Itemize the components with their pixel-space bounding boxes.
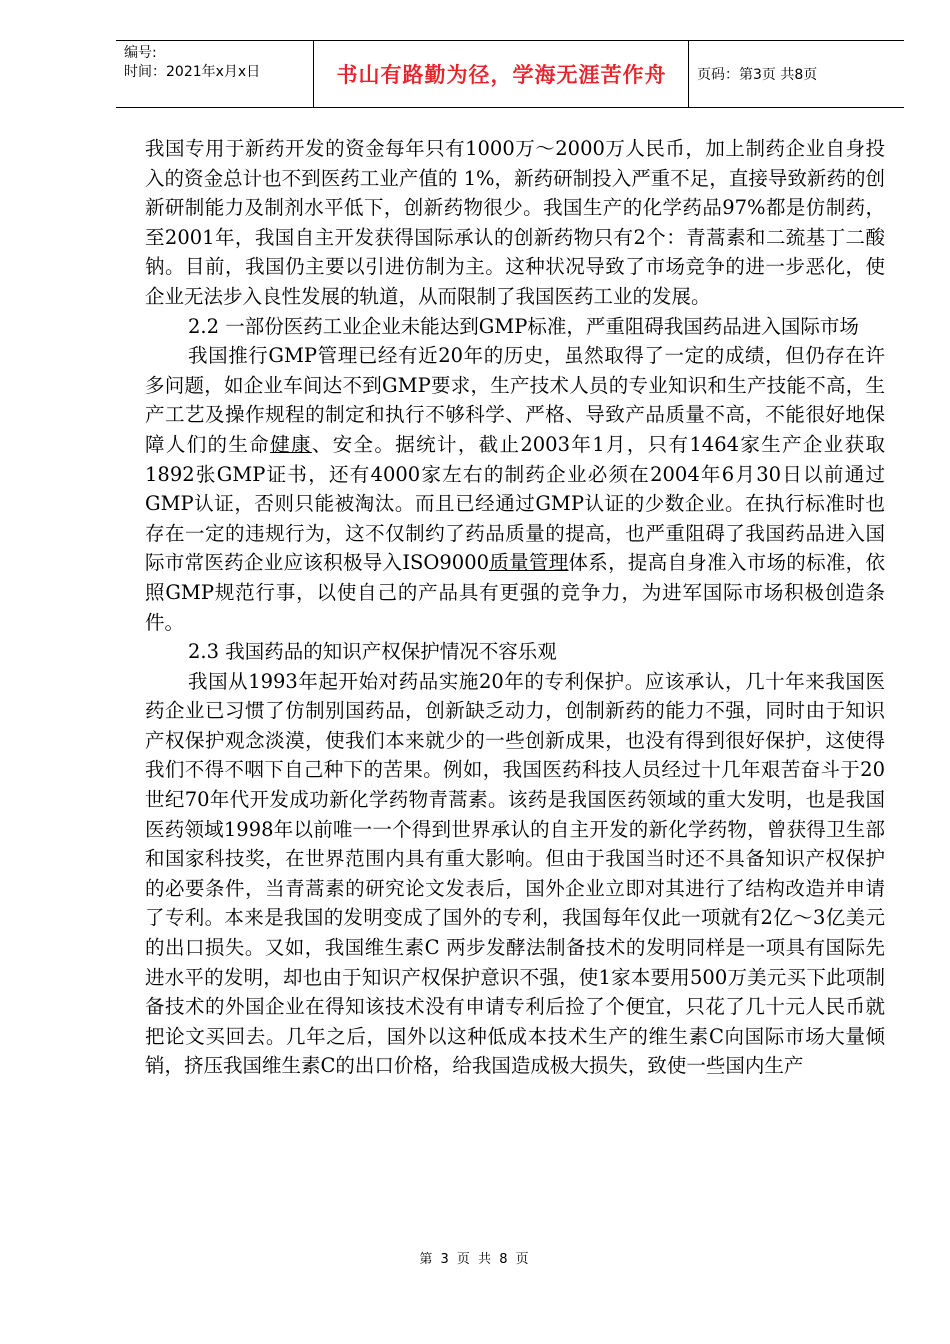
page-footer: 第 3 页 共 8 页 xyxy=(419,1252,531,1267)
section-heading-2-3: 2.3 我国药品的知识产权保护情况不容乐观 xyxy=(188,640,557,664)
document-body xyxy=(145,134,885,1081)
paragraph-ip-protection: 我国从1993年起开始对药品实施20年的专利保护。应该承认，几十年来我国医药企业已习惯了仿制别国药品，创新缺乏动力，创制新药的能力不强，同时由于知识产权保护观念淡漠，使我们本来就少的一些创新成果，也没有得到很好保护，这使得我们不得不咽下自己种下的苦果。例如，我国医药科技人员经过十几年艰苦奋斗于20世纪70年代开发成功新化学药物青蒿素。该药是我国医药领域的重大发明，也是我国医药领域1998年以前唯一一个得到世界承认的自主开发的新化学药物，曾获得卫生部和国家科技奖，在世界范围内具有重大影响。但由于我国当时还不具备知识产权保护的必要条件，当青蒿素的研究论文发表后，国外企业立即对其进行了结构改造并申请了专利。本来是我国的发明变成了国外的专利，我国每年仅此一项就有2亿～3亿美元的出口损失。又如，我国维生素C 两步发酵法制备技术的发明同样是一项具有国际先进水平的发明，却也由于知识产权保护意识不强，使1家本要用500万美元买下此项制备技术的外国企业在得知该技术没有申请专利后捡了个便宜，只花了几十元人民币就把论文买回去。几年之后，国外以这种低成本技术生产的维生素C向国际市场大量倾销，挤压我国维生素C的出口价格，给我国造成极大损失，致使一些国内生产 xyxy=(145,669,885,1078)
link-quality-management[interactable]: 质量管理 xyxy=(489,551,569,575)
header-motto: 书山有路勤为径，学海无涯苦作舟 xyxy=(315,41,689,107)
paragraph-gmp-text-a: 我国推行GMP管理已经有近20年的历史，虽然取得了一定的成绩，但仍存在许多问题，如企业车间达不到GMP要求，生产技术人员的专业知识和生产技能不高，生产工艺及操作规程的制定和执行不够科学、严格、导致产品质量不高，不能很好地保障人们的生命 xyxy=(145,344,885,456)
doc-number-label: 编号: xyxy=(124,45,157,61)
header-meta xyxy=(116,41,314,107)
link-health[interactable]: 健康 xyxy=(270,432,312,456)
page-header xyxy=(116,40,904,108)
paragraph-gmp xyxy=(145,341,885,637)
header-page-info: 页码：第3页 共8页 xyxy=(697,67,818,83)
section-heading-2-2: 2.2 一部份医药工业企业未能达到GMP标准，严重阻碍我国药品进入国际市场 xyxy=(188,314,859,338)
paragraph-funding: 我国专用于新药开发的资金每年只有1000万～2000万人民币，加上制药企业自身投入的资金总计也不到医药工业产值的 1%，新药研制投入严重不足，直接导致新药的创新研制能力及制剂水平低下，创新药物很少。我国生产的化学药品97%都是仿制药，至2001年，我国自主开发获得国际承认的创新药物只有2个：青蒿素和二巯基丁二酸钠。目前，我国仍主要以引进仿制为主。这种状况导致了市场竞争的进一步恶化，使企业无法步入良性发展的轨道，从而限制了我国医药工业的发展。 xyxy=(145,137,885,308)
paragraph-gmp-text-b: 、安全。据统计，截止2003年1月，只有1464家生产企业获取1892张GMP证书，还有4000家左右的制药企业必须在2004年6月30日以前通过GMP认证，否则只能被淘汰。而且已经通过GMP认证的少数企业。在执行标准时也存在一定的违规行为，这不仅制约了药品质量的提高，也严重阻碍了我国药品进入国际市常医药企业应该积极导入ISO9000 xyxy=(145,432,885,575)
doc-time-label: 时间：2021年x月x日 xyxy=(124,64,261,80)
paragraph-gmp-text-c: 体系，提高自身准入市场的标准，依照GMP规范行事，以使自己的产品具有更强的竞争力，为进军国际市场积极创造条件。 xyxy=(145,551,885,634)
